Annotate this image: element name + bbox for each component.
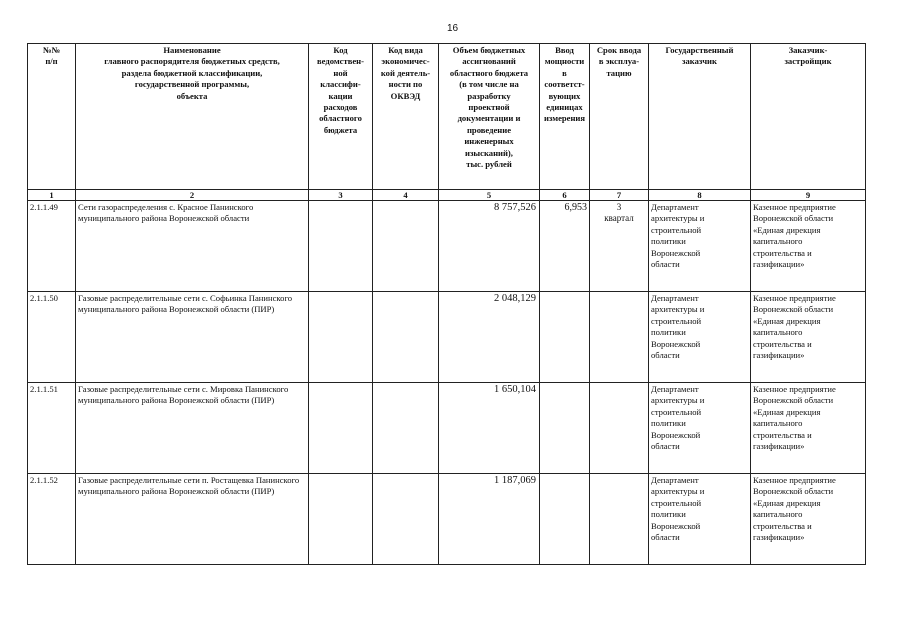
header-cell: Ввод мощности в соответст- вующих единицах измерения [540,44,590,190]
budget-amount: 2 048,129 [439,292,540,383]
column-number: 3 [309,190,373,201]
capacity-value [540,383,590,474]
dept-code [309,474,373,565]
row-number: 2.1.1.50 [28,292,76,383]
header-cell: Наименование главного распорядителя бюджетных средств, раздела бюджетной классификации, государственной программы, объекта [76,44,309,190]
table-header-row [28,44,866,190]
commissioning-term: 3 квартал [590,201,649,292]
okved-code [373,292,439,383]
okved-code [373,474,439,565]
capacity-value [540,474,590,565]
table-row [28,201,866,292]
header-cell: Код ведомствен- ной классифи- кации расходов областного бюджета [309,44,373,190]
object-name: Сети газораспределения с. Красное Панинского муниципального района Воронежской области [76,201,309,292]
header-cell: Заказчик- застройщик [751,44,866,190]
commissioning-term [590,292,649,383]
page-number: 16 [446,23,459,34]
budget-amount: 1 650,104 [439,383,540,474]
object-name: Газовые распределительные сети с. Мировка Панинского муниципального района Воронежской области (ПИР) [76,383,309,474]
commissioning-term [590,474,649,565]
dept-code [309,292,373,383]
header-cell: Объем бюджетных ассигнований областного бюджета (в том числе на разработку проектной документации и проведение инженерных изысканий), тыс. рублей [439,44,540,190]
column-number: 9 [751,190,866,201]
state-customer: Департамент архитектуры и строительной политики Воронежской области [649,383,751,474]
table-row [28,383,866,474]
developer-customer: Казенное предприятие Воронежской области «Единая дирекция капитального строительства и газификации» [751,292,866,383]
column-numbers-row [28,190,866,201]
table-row [28,474,866,565]
column-number: 8 [649,190,751,201]
column-number: 1 [28,190,76,201]
developer-customer: Казенное предприятие Воронежской области «Единая дирекция капитального строительства и газификации» [751,474,866,565]
column-number: 6 [540,190,590,201]
state-customer: Департамент архитектуры и строительной политики Воронежской области [649,292,751,383]
object-name: Газовые распределительные сети с. Софьинка Панинского муниципального района Воронежской области (ПИР) [76,292,309,383]
column-number: 5 [439,190,540,201]
row-number: 2.1.1.52 [28,474,76,565]
table-row [28,292,866,383]
state-customer: Департамент архитектуры и строительной политики Воронежской области [649,474,751,565]
capacity-value: 6,953 [540,201,590,292]
column-number: 7 [590,190,649,201]
state-customer: Департамент архитектуры и строительной политики Воронежской области [649,201,751,292]
header-cell: Код вида экономичес- кой деятель- ности по ОКВЭД [373,44,439,190]
row-number: 2.1.1.49 [28,201,76,292]
okved-code [373,201,439,292]
budget-amount: 1 187,069 [439,474,540,565]
dept-code [309,201,373,292]
dept-code [309,383,373,474]
row-number: 2.1.1.51 [28,383,76,474]
header-cell: Срок ввода в эксплуа- тацию [590,44,649,190]
investment-objects-table [27,43,866,565]
object-name: Газовые распределительные сети п. Ростащевка Панинского муниципального района Воронежской области (ПИР) [76,474,309,565]
column-number: 4 [373,190,439,201]
developer-customer: Казенное предприятие Воронежской области «Единая дирекция капитального строительства и газификации» [751,201,866,292]
capacity-value [540,292,590,383]
commissioning-term [590,383,649,474]
column-number: 2 [76,190,309,201]
okved-code [373,383,439,474]
header-cell: Государственный заказчик [649,44,751,190]
budget-amount: 8 757,526 [439,201,540,292]
header-cell: №№ п/п [28,44,76,190]
developer-customer: Казенное предприятие Воронежской области «Единая дирекция капитального строительства и газификации» [751,383,866,474]
